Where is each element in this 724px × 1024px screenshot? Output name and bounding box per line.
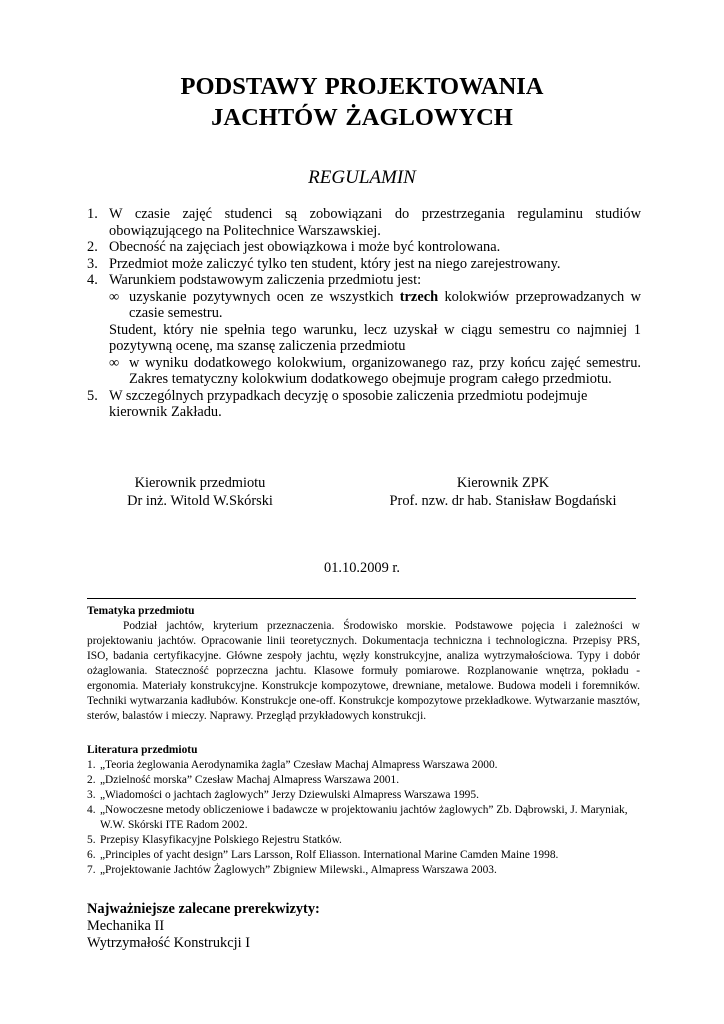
rule-number: 4. [87, 272, 98, 288]
infinity-bullet-icon: ∞ [109, 354, 120, 371]
literature-item [87, 848, 640, 863]
literature-item [87, 758, 640, 773]
prerequisite-item: Mechanika II [87, 918, 165, 934]
literatura-section [87, 743, 640, 878]
rule-number: 1. [87, 206, 98, 222]
rule-item [87, 388, 641, 421]
literature-text: „Dzielność morska” Czesław Machaj Almapress Warszawa 2001. [100, 774, 400, 786]
document-date: 01.10.2009 r. [324, 560, 400, 576]
literature-text: „Teoria żeglowania Aerodynamika żagla” Czesław Machaj Almapress Warszawa 2000. [100, 759, 498, 771]
rule-text: W szczególnych przypadkach decyzję o sposobie zaliczenia przedmiotu podejmuje kierownik Zakładu. [109, 387, 588, 420]
tematyka-heading: Tematyka przedmiotu [87, 605, 195, 617]
document-subtitle: REGULAMIN [308, 167, 416, 188]
divider [87, 598, 636, 599]
rule-text: Przedmiot może zaliczyć tylko ten student, który jest na niego zarejestrowany. [109, 255, 561, 272]
document-title [0, 71, 724, 133]
rules-list [87, 206, 641, 421]
literature-number: 2. [87, 774, 96, 786]
subitem-text-before: uzyskanie pozytywnych ocen ze wszystkich [129, 288, 400, 305]
literature-item [87, 803, 640, 833]
prerequisites-heading: Najważniejsze zalecane prerekwizyty: [87, 901, 320, 917]
signature-left-name: Dr inż. Witold W.Skórski [127, 493, 273, 509]
infinity-bullet-icon: ∞ [109, 288, 120, 305]
rule-text: Warunkiem podstawowym zaliczenia przedmiotu jest: [109, 272, 422, 288]
signature-right-role: Kierownik ZPK [456, 475, 550, 491]
rule-4-subitem [87, 289, 641, 322]
literature-text: „Wiadomości o jachtach żaglowych” Jerzy Dziewulski Almapress Warszawa 1995. [100, 789, 479, 801]
subitem-bold-word: trzech [399, 288, 439, 305]
literature-text: „Projektowanie Jachtów Żaglowych” Zbigniew Milewski., Almapress Warszawa 2003. [100, 864, 497, 876]
rule-item [87, 272, 641, 289]
subitem-text: w wyniku dodatkowego kolokwium, organizowanego raz, przy końcu zajęć semestru. Zakres tematyczny kolokwium dodatkowego obejmuje program całego przedmiotu. [129, 354, 641, 387]
literatura-heading: Literatura przedmiotu [87, 744, 198, 756]
rule-4-paragraph: Student, który nie spełnia tego warunku, lecz uzyskał w ciągu semestru co najmniej 1 pozytywną ocenę, ma szansę zaliczenia przedmiotu [109, 321, 641, 354]
rule-number: 5. [87, 387, 98, 404]
literature-number: 4. [87, 804, 96, 816]
tematyka-section [87, 604, 640, 724]
title-line-2: JACHTÓW ŻAGLOWYCH [211, 104, 513, 131]
literature-item [87, 788, 640, 803]
rule-item [87, 256, 641, 273]
signature-right [370, 474, 636, 510]
prerequisite-item: Wytrzymałość Konstrukcji I [87, 935, 250, 951]
prerequisites-section [87, 901, 640, 952]
title-line-1: PODSTAWY PROJEKTOWANIA [180, 73, 544, 100]
rule-4-subitem [87, 355, 641, 388]
rule-item [87, 239, 641, 256]
rule-text: W czasie zajęć studenci są zobowiązani do przestrzegania regulaminu studiów obowiązującego na Politechnice Warszawskiej. [109, 206, 641, 239]
literature-item [87, 863, 640, 878]
rule-number: 3. [87, 255, 98, 272]
literature-text: „Nowoczesne metody obliczeniowe i badawcze w projektowaniu jachtów żaglowych” Zb. Dąbrowski, J. Maryniak, W.W. Skórski ITE Radom 2002. [100, 804, 628, 831]
rule-text: Obecność na zajęciach jest obowiązkowa i może być kontrolowana. [109, 239, 501, 255]
literature-number: 1. [87, 759, 96, 771]
rule-item [87, 206, 641, 239]
literature-text: „Principles of yacht design” Lars Larsson, Rolf Eliasson. International Marine Camden Maine 1998. [100, 849, 559, 861]
literature-number: 5. [87, 834, 96, 846]
signature-left-role: Kierownik przedmiotu [134, 475, 266, 491]
literature-number: 7. [87, 864, 96, 876]
tematyka-text: Podział jachtów, kryterium przeznaczenia. Środowisko morskie. Podstawowe pojęcia i zależności w projektowaniu jachtów. Opracowanie linii teoretycznych. Dokumentacja techniczna i technologiczna. Przepisy PRS, ISO, badania certyfikacyjne. Główne zespoły jachtu, węzły konstrukcyjne, analiza wytrzymałościowa. Typy i dobór ożaglowania. Stateczność poprzeczna jachtu. Klasowe formuły pomiarowe. Rozplanowanie wnętrza, pokładu - ergonomia. Materiały konstrukcyjne. Konstrukcje kompozytowe, drewniane, metalowe. Budowa modeli i foremników. Techniki wytwarzania kadłubów. Konstrukcje one-off. Konstrukcje kompozytowe przekładkowe. Wytwarzanie masztów, sterów, balastów i mieczy. Naprawy. Przegląd przykładowych konstrukcji. [87, 620, 640, 722]
signature-left [100, 474, 300, 510]
subitem-text-after: kolokwiów przeprowadzanych w czasie semestru. [129, 288, 641, 321]
signature-right-name: Prof. nzw. dr hab. Stanisław Bogdański [389, 493, 617, 509]
rule-number: 2. [87, 239, 98, 255]
literature-text: Przepisy Klasyfikacyjne Polskiego Rejestru Statków. [100, 834, 342, 846]
literature-number: 3. [87, 789, 96, 801]
literature-number: 6. [87, 849, 96, 861]
literature-item [87, 773, 640, 788]
literature-item [87, 833, 640, 848]
